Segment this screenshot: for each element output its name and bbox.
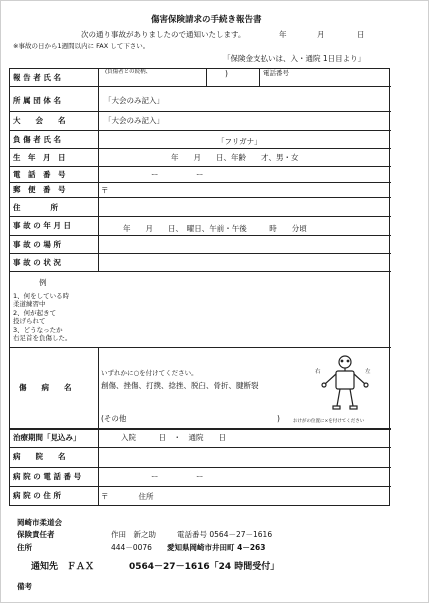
figure-left-label: 左 [365, 369, 371, 375]
label-column-divider [98, 347, 99, 506]
hospital-address-field[interactable]: 〒 住所 [101, 492, 154, 501]
example-line: 右足首を負傷した。 [13, 334, 72, 342]
phone-number-label: 電話番号 [263, 69, 289, 77]
row-divider [9, 130, 391, 131]
address-label: 住 所 [13, 203, 58, 212]
date-month-label: 月 [317, 30, 325, 39]
fax-number: 0564－27－1616「24 時間受付」 [129, 562, 280, 572]
example-line: 柔道練習中 [13, 300, 46, 308]
example-line: 3、どうなったか [13, 326, 63, 334]
postal-label: 郵 便 番 号 [13, 185, 66, 194]
row-divider [9, 447, 391, 448]
reporter-label: 報 告 者 氏 名 [13, 73, 61, 82]
birthdate-label: 生 年 月 日 [13, 153, 66, 162]
postal-mark[interactable]: 〒 [101, 186, 109, 195]
cell-divider [259, 68, 260, 86]
accident-date-field[interactable]: 年 月 日、 曜日、午前・午後 時 分頃 [123, 224, 307, 233]
birthdate-field[interactable]: 年 月 日、年齢 才、男・女 [171, 153, 299, 162]
row-divider [9, 347, 391, 348]
footer-address-value: 愛知県岡崎市井田町 4－263 [167, 543, 266, 552]
accident-situation-label: 事 故 の 状 況 [13, 258, 61, 267]
relationship-close: ) [225, 69, 228, 78]
fax-deadline-note: ※事故の日から1週間以内に FAX して下さい。 [13, 42, 150, 50]
row-divider [9, 111, 391, 112]
label-column-divider [98, 68, 99, 271]
hospital-phone-label: 病 院 の 電 話 番 号 [13, 472, 82, 481]
event-value[interactable]: 「大会のみ記入」 [104, 116, 164, 125]
footer-address-label: 住所 [17, 543, 32, 552]
furigana-field[interactable]: 「フリガナ」 [217, 137, 262, 146]
hospital-address-label: 病 院 の 住 所 [13, 491, 61, 500]
row-divider [9, 253, 391, 254]
row-divider [9, 467, 391, 468]
injury-other-close: ) [277, 414, 280, 423]
example-line: 2、何が起きて [13, 309, 57, 317]
row-divider [9, 197, 391, 198]
figure-right-label: 右 [315, 369, 321, 375]
date-year-label: 年 [279, 30, 287, 39]
hospital-label: 病 院 名 [13, 452, 66, 461]
date-day-label: 日 [357, 30, 365, 39]
row-divider [9, 486, 391, 487]
row-divider [9, 86, 391, 87]
accident-date-label: 事 故 の 年 月 日 [13, 221, 72, 230]
manager-label: 保険責任者 [17, 530, 55, 539]
row-divider [9, 148, 391, 149]
manager-name: 作田 新之助 [111, 530, 156, 539]
footer-address-zip: 444－0076 [111, 543, 152, 552]
remarks-label: 備考 [17, 582, 32, 591]
form-subtitle: 次の通り事故がありましたので通知いたします。 [81, 30, 246, 39]
example-line: 投げられて [13, 317, 46, 325]
relationship-label: (負傷者との続柄、 [105, 69, 152, 75]
injury-label: 傷 病 名 [19, 383, 72, 392]
row-divider [9, 271, 391, 272]
phone-field[interactable]: ー ー [151, 170, 204, 179]
row-divider [9, 235, 391, 236]
example-line: 1、何をしている時 [13, 292, 70, 300]
org-name: 岡崎市柔道会 [17, 518, 62, 527]
event-label: 大 会 名 [13, 116, 66, 125]
example-label: 例 [39, 278, 47, 287]
fax-label: 通知先 ＦＡＸ [31, 562, 95, 572]
row-divider [9, 428, 391, 430]
accident-place-label: 事 故 の 場 所 [13, 240, 61, 249]
payment-note: 「保険金支払いは、入・通院 1日目より」 [223, 54, 366, 63]
team-label: 所 属 団 体 名 [13, 96, 61, 105]
figure-note: おけがの位置に×を付けてください [293, 419, 365, 424]
hospital-phone-field[interactable]: ー ー [151, 472, 204, 481]
row-divider [9, 182, 391, 183]
row-divider [9, 166, 391, 167]
phone-label: 電 話 番 号 [13, 170, 66, 179]
form-title: 傷害保険請求の手続き報告書 [151, 15, 262, 25]
injured-label: 負 傷 者 氏 名 [13, 135, 61, 144]
injury-instruction: いずれかに○を付けてください。 [101, 369, 198, 377]
treatment-field[interactable]: 入院 日 ・ 通院 日 [121, 433, 226, 442]
team-value[interactable]: 「大会のみ記入」 [104, 96, 164, 105]
injury-options[interactable]: 創傷、挫傷、打撲、捻挫、脱臼、骨折、腱断裂 [101, 381, 259, 390]
cell-divider [206, 68, 207, 86]
body-figure-icon[interactable] [315, 354, 375, 414]
row-divider [9, 216, 391, 217]
manager-phone: 電話番号 0564－27－1616 [177, 530, 273, 539]
treatment-label: 治療期間「見込み」 [13, 433, 81, 442]
injury-other[interactable]: (その他 [101, 414, 127, 423]
